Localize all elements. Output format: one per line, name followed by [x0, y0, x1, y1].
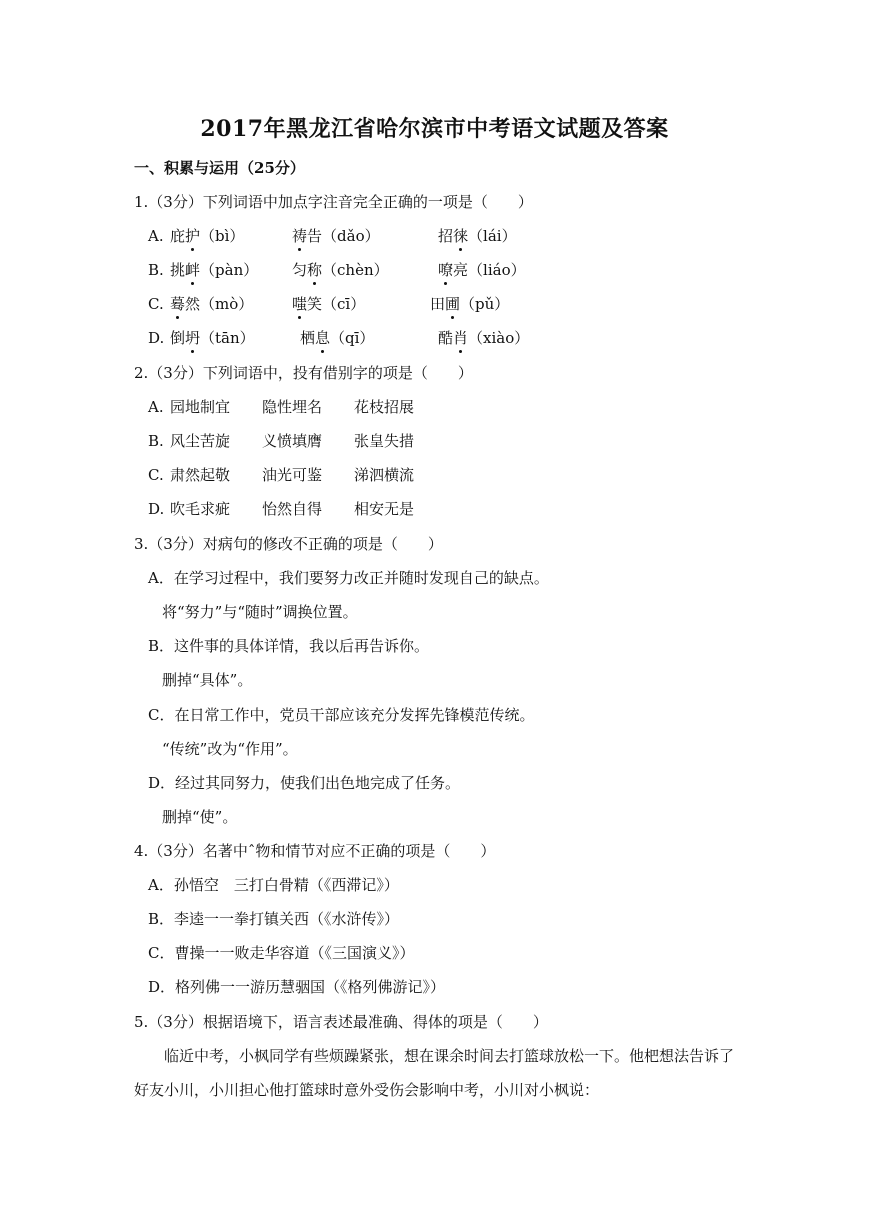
word: 义愤填膺 — [262, 432, 323, 450]
q3-option-d-fix: 删掉“使”。 — [162, 808, 238, 826]
option-label: A. — [148, 227, 164, 245]
q2-option-b — [148, 431, 748, 451]
dotted-char: 祷 — [292, 227, 308, 245]
q1-option-b: B. 挑衅（pàn） 匀称（chèn） 嘹亮（liáo） — [148, 261, 526, 279]
q1-option-c: C. 蓦然（mò） 嗤笑（cī） 田圃（pǔ） — [148, 295, 510, 313]
pinyin: （lái） — [468, 227, 517, 245]
q4-option-b: B．李逵一一拳打镇关西（《水浒传》） — [148, 910, 400, 928]
word: 园地制宜 — [170, 398, 231, 416]
question-5-passage: 临近中考，小枫同学有些烦躁紧张，想在课余时间去打篮球放松一下。他杷想法告诉了好友小川，小川担心他打篮球时意外受伤会影响中考，小川对小枫说： — [134, 1047, 735, 1099]
q3-option-a-sentence: A．在学习过程中，我们要努力改正并随时发现自己的缺点。 — [148, 569, 549, 587]
plain-char: 笑 — [307, 295, 323, 313]
q4-option-a: A．孙悟空 三打白骨精（《西滞记》） — [148, 876, 399, 894]
pinyin: （qī） — [330, 329, 375, 347]
dotted-char: 称 — [307, 261, 323, 279]
q4-option-c: C．曹操一一败走华容道（《三国演义》） — [148, 944, 415, 962]
q2-option-d — [148, 499, 748, 519]
pinyin: （chèn） — [322, 261, 389, 279]
word: 涕泗横流 — [354, 466, 415, 484]
plain-char: 招 — [438, 227, 454, 245]
q3-option-b-fix: 删掉“具体”。 — [162, 671, 253, 689]
pinyin: （tān） — [200, 329, 255, 347]
word: 张皇失措 — [354, 432, 415, 450]
option-label: D. — [148, 500, 165, 518]
option-label: D. — [148, 329, 165, 347]
q3-option-c-fix: “传统”改为“作用”。 — [162, 740, 298, 758]
dotted-char: 嘹 — [438, 261, 454, 279]
word: 肃然起敬 — [170, 466, 231, 484]
pinyin: （pǔ） — [460, 295, 510, 313]
q3-option-c-sentence: C．在日常工作中，党员干部应该充分发挥先锋模范传统。 — [148, 706, 535, 724]
q3-option-b-sentence: B．这件事的具体详情，我以后再告诉你。 — [148, 637, 430, 655]
plain-char: 倒 — [170, 329, 186, 347]
pinyin: （cī） — [322, 295, 366, 313]
dotted-char: 护 — [185, 227, 201, 245]
word: 相安无是 — [354, 500, 415, 518]
pinyin: （liáo） — [468, 261, 526, 279]
pinyin: （mò） — [200, 295, 254, 313]
dotted-char: 肖 — [453, 329, 469, 347]
q2-option-a — [148, 397, 748, 417]
question-1-stem: 1.（3分）下列词语中加点字注音完全正确的一项是（ ） — [134, 193, 533, 211]
pinyin: （pàn） — [200, 261, 259, 279]
option-label: B. — [148, 432, 164, 450]
plain-char: 田 — [430, 295, 446, 313]
option-label: C. — [148, 466, 164, 484]
option-label: B. — [148, 261, 164, 279]
q1-option-a — [148, 226, 748, 246]
section-heading: 一、积累与运用（25分） — [134, 159, 305, 177]
pinyin: （xiào） — [468, 329, 530, 347]
question-3-stem: 3.（3分）对病句的修改不正确的项是（ ） — [134, 535, 443, 553]
word: 油光可鉴 — [262, 466, 323, 484]
question-2-stem: 2.（3分）下列词语中，投有借别字的项是（ ） — [134, 364, 473, 382]
word: 隐性埋名 — [262, 398, 323, 416]
question-5-stem: 5.（3分）根据语境下，语言表述最准确、得体的项是（ ） — [134, 1013, 548, 1031]
q2-option-c — [148, 465, 748, 485]
question-4-stem: 4.（3分）名著中ˆ物和情节对应不正确的项是（ ） — [134, 842, 496, 860]
dotted-char: 嗤 — [292, 295, 308, 313]
dotted-char: 息 — [315, 329, 331, 347]
pinyin: （dǎo） — [322, 227, 380, 245]
q1-option-d: D. 倒坍（tān） 栖息（qī） 酷肖（xiào） — [148, 329, 530, 347]
page-title: 2017年黑龙江省哈尔滨市中考语文试题及答案 — [200, 116, 669, 142]
word: 风尘苦旋 — [170, 432, 231, 450]
q3-option-d-sentence: D．经过其同努力，使我们出色地完成了任务。 — [148, 774, 461, 792]
q3-option-a-fix: 将“努力”与“随时”调换位置。 — [162, 603, 358, 621]
dotted-char: 蓦 — [170, 295, 186, 313]
dotted-char: 徕 — [453, 227, 469, 245]
word: 吹毛求疵 — [170, 500, 231, 518]
dotted-char: 衅 — [185, 261, 201, 279]
option-label: A. — [148, 398, 164, 416]
option-label: C. — [148, 295, 164, 313]
dotted-char: 圃 — [445, 295, 461, 313]
q4-option-d: D．格列佛一一游历慧骃国（《格列佛游记》） — [148, 978, 446, 996]
word: 花枝招展 — [354, 398, 415, 416]
plain-char: 庇 — [170, 227, 186, 245]
plain-char: 告 — [307, 227, 323, 245]
dotted-char: 坍 — [185, 329, 201, 347]
word: 怡然自得 — [262, 500, 323, 518]
pinyin: （bì） — [200, 227, 245, 245]
